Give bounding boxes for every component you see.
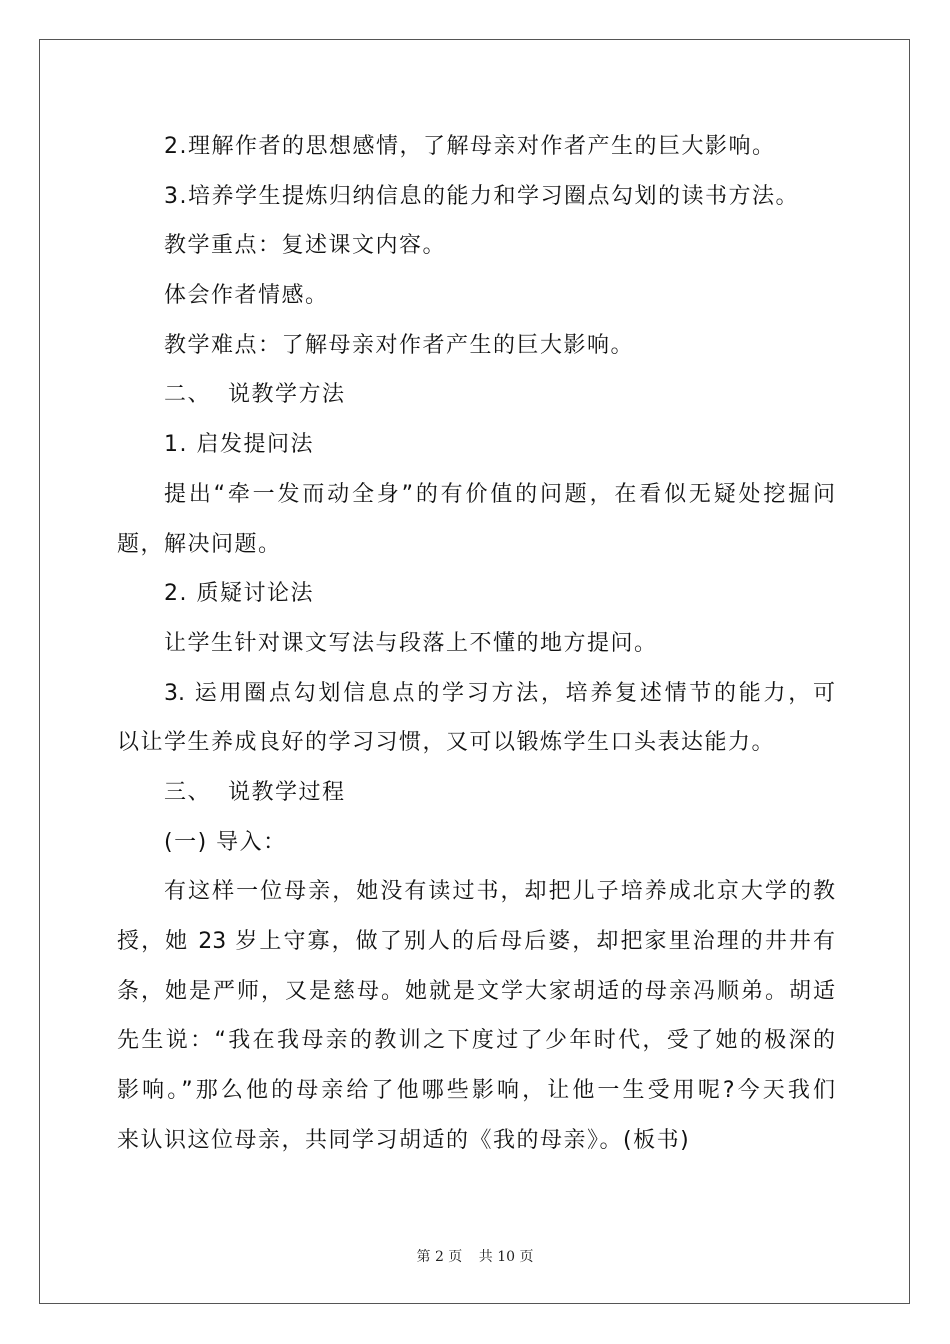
text-line: 来认识这位母亲，共同学习胡适的《我的母亲》。(板书) bbox=[117, 1127, 691, 1153]
page-number: 第 2 页 bbox=[416, 1249, 463, 1265]
text-line: 授，她 23 岁上守寡，做了别人的后母后婆，却把家里治理的井井有 bbox=[117, 929, 835, 954]
text-line: 3. 运用圈点勾划信息点的学习方法，培养复述情节的能力，可 bbox=[164, 680, 835, 706]
text-line: 3.培养学生提炼归纳信息的能力和学习圈点勾划的读书方法。 bbox=[164, 183, 799, 209]
subsection-heading: 1. 启发提问法 bbox=[164, 432, 314, 458]
text-line: 先生说：“我在我母亲的教训之下度过了少年时代，受了她的极深的 bbox=[117, 1028, 835, 1054]
section-heading: 三、 说教学过程 bbox=[164, 779, 346, 805]
text-line: 教学难点：了解母亲对作者产生的巨大影响。 bbox=[164, 332, 635, 358]
subsection-heading: (一) 导入： bbox=[164, 829, 287, 855]
text-line: 教学重点：复述课文内容。 bbox=[164, 233, 447, 259]
document-body bbox=[117, 122, 835, 1165]
text-line: 让学生针对课文写法与段落上不懂的地方提问。 bbox=[164, 630, 658, 656]
text-line: 影响。”那么他的母亲给了他哪些影响，让他一生受用呢?今天我们 bbox=[117, 1078, 835, 1104]
text-line: 条，她是严师，又是慈母。她就是文学大家胡适的母亲冯顺弟。胡适 bbox=[117, 978, 835, 1004]
page-footer bbox=[0, 1246, 950, 1266]
text-line: 2.理解作者的思想感情，了解母亲对作者产生的巨大影响。 bbox=[164, 134, 776, 159]
subsection-heading: 2. 质疑讨论法 bbox=[164, 581, 314, 607]
text-line: 提出“牵一发而动全身”的有价值的问题，在看似无疑处挖掘问 bbox=[164, 481, 835, 507]
text-line: 题，解决问题。 bbox=[117, 531, 282, 557]
text-line: 有这样一位母亲，她没有读过书，却把儿子培养成北京大学的教 bbox=[164, 879, 835, 905]
text-line: 以让学生养成良好的学习习惯，又可以锻炼学生口头表达能力。 bbox=[117, 730, 776, 756]
text-line: 体会作者情感。 bbox=[164, 283, 329, 309]
section-heading: 二、 说教学方法 bbox=[164, 382, 346, 408]
page-total: 共 10 页 bbox=[478, 1249, 534, 1265]
